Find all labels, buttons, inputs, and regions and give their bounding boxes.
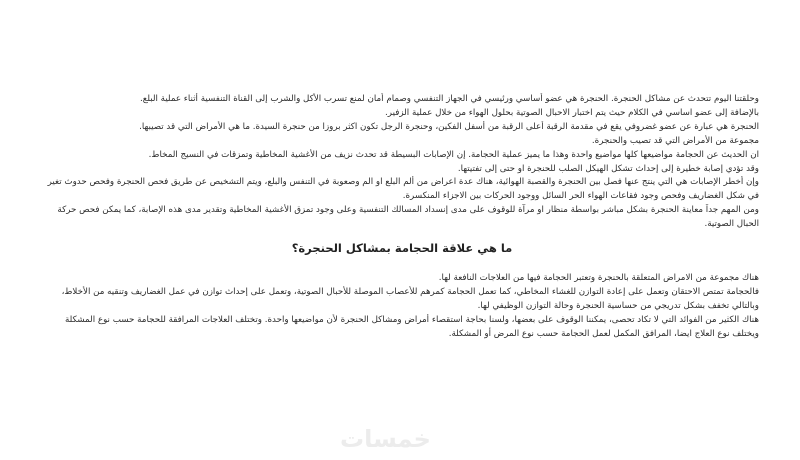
intro-paragraph-4: مجموعة من الأمراض التي قد تصيب والحنجرة. <box>591 135 759 146</box>
intro-paragraph-2: بالإضافة إلى عضو اساسي في الكلام حيث يتم اختبار الاحبال الصوتية بحلول الهواء من خلال عملية الزفير. <box>385 107 759 118</box>
intro-paragraph-3: الحنجرة هي عبارة عن عضو غضروفي يقع في مقدمة الرقبة أعلى الرقبة من أسفل الفكين، وحنجرة الرجل تكون اكثر بروزا من حنجرة السيدة. ما هي الأمراض التي قد تصيبها. <box>139 121 759 132</box>
khamsat-watermark-logo: خمسات <box>340 425 431 453</box>
intro-paragraph-7: وإن أخطر الإصابات هي التي ينتج عنها فصل بين الحنجرة والقصبة الهوائية، هناك عدة اعراض من ألم البلع او الم وصعوبة في التنفس والبلع، ويتم التشخيص عن طريق فحص الحنجرة وفحص حدوث تغير في شكل الغضاريف وفحص وجود فقاعات الهواء الحر السائل ووجود الحركات بين الاجزاء المنكسرة. <box>47 177 759 202</box>
section-heading: ما هي علاقة الحجامة بمشاكل الحنجرة؟ <box>291 241 513 256</box>
section-paragraph-2: فالحجامة تمتص الاحتقان وتعمل على إعادة التوازن للغشاء المخاطي، كما تعمل الحجامة كمرهم للأعصاب الموصلة للأحبال الصوتية، وتعمل على إحداث توازن في عمل الغضاريف وتنقيه من الأخلاط، وبالتالي تخفف بشكل تدريجي من حساسية الحنجرة وحالة التوازن الوظيفي لها. <box>61 286 759 311</box>
intro-paragraph-1: وحلقتنا اليوم تتحدث عن مشاكل الحنجرة. الحنجرة هي عضو أساسي ورئيسي في الجهاز التنفسي وصمام أمان لمنع تسرب الأكل والشرب إلى القناة التنفسية أثناء عملية البلع. <box>139 94 759 104</box>
section-paragraph-1: هناك مجموعة من الامراض المتعلقة بالحنجرة وتعتبر الحجامة فيها من العلاجات النافعة لها. <box>438 273 759 284</box>
intro-section <box>45 93 759 232</box>
section-paragraph-3: هناك الكثير من الفوائد التي لا تكاد تحصى، يمكننا الوقوف على بعضها، ولسنا بحاجة استقصاء أمراض ومشاكل الحنجرة لأن مواضيعها واحدة. وتختلف العلاجات المرافقة للحجامة حسب نوع المشكلة ويختلف نوع العلاج ايضا، المرافق المكمل لعمل الحجامة حسب نوع المرض أو المشكلة. <box>64 314 759 339</box>
intro-paragraph-5: ان الحديث عن الحجامة مواضيعها كلها مواضيع واحدة وهذا ما يميز عملية الحجامة. إن الإصابات البسيطة قد تحدث نزيف من الأغشية المخاطية وتمزقات في النسيج المخاط. <box>148 149 759 160</box>
cupping-section <box>45 272 759 342</box>
intro-paragraph-6: وقد تؤدي إصابة خطيرة إلى إحداث تشكل الهيكل الصلب للحنجرة او حتى إلى تفتيتها. <box>457 163 759 174</box>
article-body <box>45 93 759 342</box>
intro-paragraph-8: ومن المهم جداً معاينة الحنجرة بشكل مباشر بواسطة منظار او مرآة للوقوف على مدى إنسداد المسالك التنفسية وعلى وجود تمزق الأغشية المخاطية وتقدير مدى هذه الإصابة، كما يمكن فحص حركة الحبال الصوتية. <box>57 205 759 230</box>
